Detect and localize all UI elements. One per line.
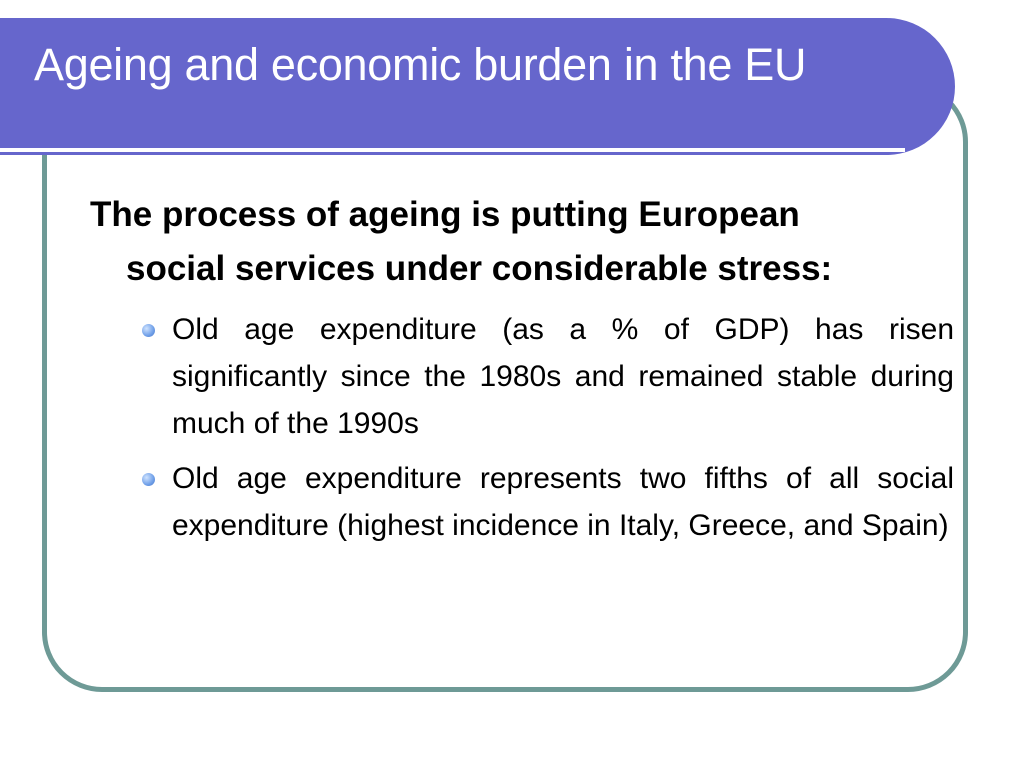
bullet-list <box>90 306 954 549</box>
bullet-dot-icon <box>142 473 155 486</box>
lead-paragraph: The process of ageing is putting European social services under considerable stress: <box>90 195 833 288</box>
bullet-item <box>138 455 954 549</box>
title-underline <box>0 148 905 152</box>
bullet-text: Old age expenditure represents two fifths of all social expenditure (highest incidence in Italy, Greece, and Spain) <box>172 462 954 542</box>
bullet-text: Old age expenditure (as a % of GDP) has risen significantly since the 1980s and remained stable during much of the 1990s <box>172 313 954 440</box>
bullet-dot-icon <box>142 324 155 337</box>
slide-body <box>90 188 954 557</box>
title-banner <box>0 18 955 155</box>
slide-title: Ageing and economic burden in the EU <box>34 39 807 90</box>
bullet-item <box>138 306 954 447</box>
